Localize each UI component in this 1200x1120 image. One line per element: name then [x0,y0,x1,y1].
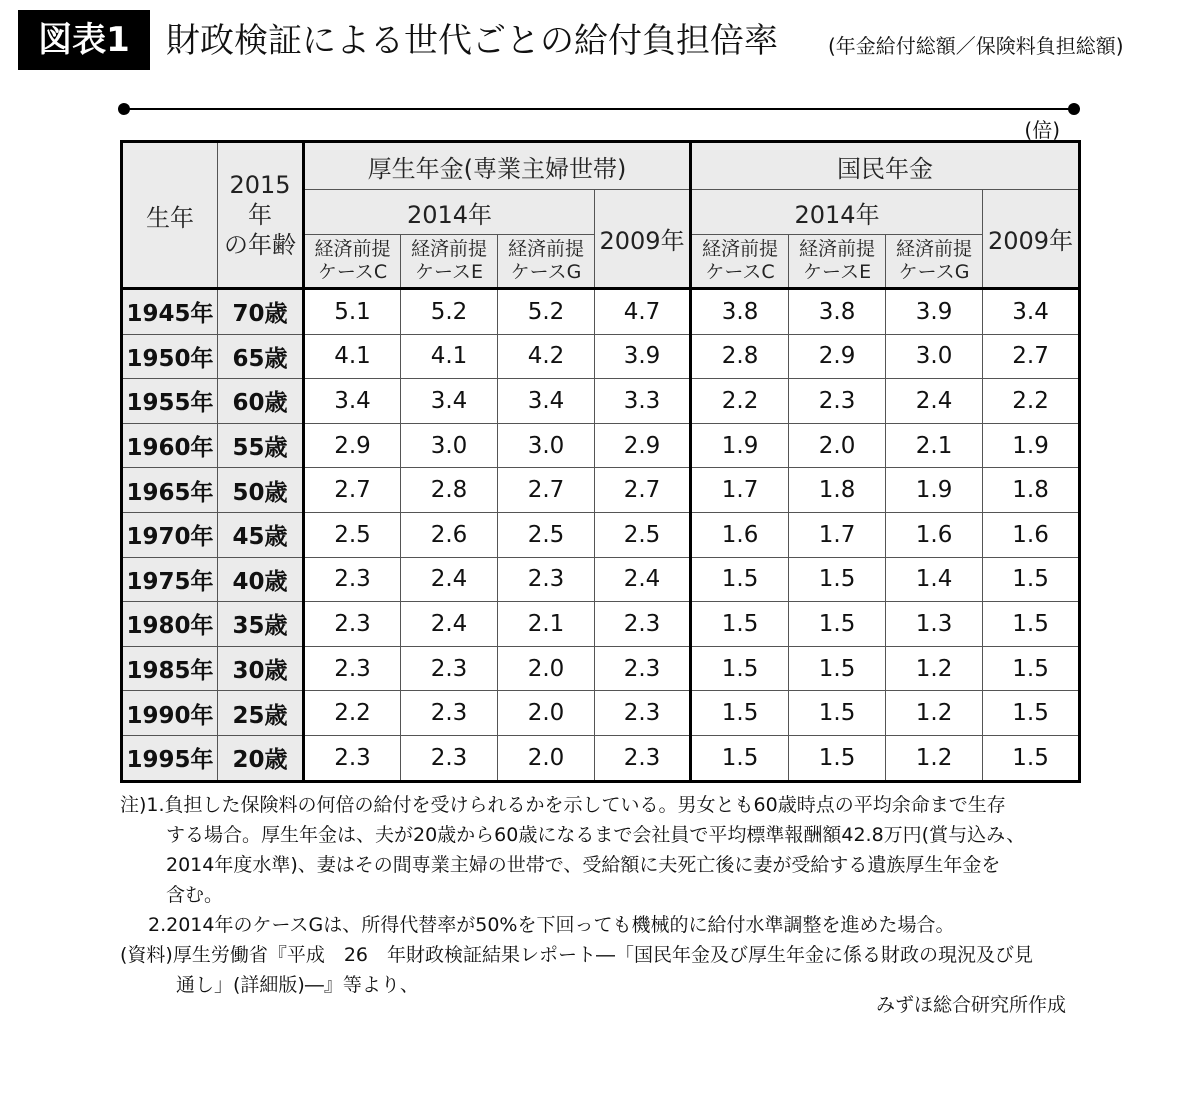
credit-line: みずほ総合研究所作成 [875,994,1066,1016]
table-cell: 1.7 [789,512,886,557]
table-cell: 2.4 [886,379,983,424]
table-cell: 1.5 [691,691,789,736]
table-cell: 4.1 [304,334,401,379]
table-cell: 2.9 [304,423,401,468]
table-cell: 1.5 [983,735,1080,781]
cell-birth-year: 1955年 [122,379,218,424]
table-cell: 3.0 [498,423,595,468]
cell-birth-year: 1990年 [122,691,218,736]
header-kokumin-2014: 2014年 [691,190,983,235]
note-2: 2.2014年のケースGは、所得代替率が50%を下回っても機械的に給付水準調整を進めた場合。 [148,914,955,936]
table-row [122,289,1080,335]
table-cell: 5.2 [498,289,595,335]
cell-birth-year: 1980年 [122,602,218,647]
cell-age: 65歳 [218,334,304,379]
table-cell: 4.1 [401,334,498,379]
header-birth-year: 生年 [122,142,218,289]
table-cell: 2.9 [595,423,691,468]
footnotes [120,790,1080,1000]
table-cell: 2.3 [401,691,498,736]
cell-age: 35歳 [218,602,304,647]
table-cell: 1.2 [886,691,983,736]
figure-title-sub: (年金給付総額／保険料負担総額) [828,34,1124,58]
cell-birth-year: 1945年 [122,289,218,335]
table-cell: 1.4 [886,557,983,602]
table-cell: 1.5 [983,557,1080,602]
table-cell: 3.8 [691,289,789,335]
table-cell: 3.0 [401,423,498,468]
source-line-1: (資料)厚生労働省『平成 26 年財政検証結果レポート―「国民年金及び厚生年金に係る財政の現況及び見 [120,944,1034,966]
table-cell: 4.2 [498,334,595,379]
header-kosei-2009: 2009年 [595,190,691,289]
table-cell: 3.9 [886,289,983,335]
header-kosei-case-g: 経済前提 ケースG [498,235,595,289]
table-row [122,557,1080,602]
cell-age: 40歳 [218,557,304,602]
cell-birth-year: 1995年 [122,735,218,781]
source-line-2: 通し」(詳細版)―』等より、 [176,974,419,996]
table-cell: 1.2 [886,646,983,691]
header-kokumin-case-e: 経済前提 ケースE [789,235,886,289]
cell-birth-year: 1975年 [122,557,218,602]
table-cell: 2.4 [401,557,498,602]
table-row [122,646,1080,691]
header-age-line1: 2015年 [229,171,291,229]
table-cell: 1.8 [789,468,886,513]
table-cell: 2.5 [595,512,691,557]
table-cell: 2.3 [595,646,691,691]
table-cell: 2.3 [304,735,401,781]
table-row [122,468,1080,513]
table-cell: 1.9 [983,423,1080,468]
header-kosei-2014: 2014年 [304,190,595,235]
header-kosei-case-c: 経済前提 ケースC [304,235,401,289]
table-cell: 3.0 [886,334,983,379]
table-cell: 1.5 [691,646,789,691]
cell-age: 55歳 [218,423,304,468]
table-cell: 1.9 [691,423,789,468]
table-cell: 1.5 [789,557,886,602]
table-cell: 2.3 [595,691,691,736]
table-cell: 2.7 [595,468,691,513]
table-row [122,735,1080,781]
note-1-line-2: する場合。厚生年金は、夫が20歳から60歳になるまで会社員で平均標準報酬額42.8万円(賞与込み、 [166,824,1026,846]
table-cell: 2.0 [498,691,595,736]
table-cell: 3.8 [789,289,886,335]
table-cell: 2.3 [304,602,401,647]
table-cell: 5.1 [304,289,401,335]
table-cell: 1.5 [789,602,886,647]
table-cell: 2.1 [886,423,983,468]
table-cell: 2.7 [983,334,1080,379]
table-cell: 2.4 [401,602,498,647]
table-cell: 1.2 [886,735,983,781]
table-cell: 3.3 [595,379,691,424]
table-cell: 1.5 [691,735,789,781]
table-row [122,512,1080,557]
table-cell: 3.4 [498,379,595,424]
table-cell: 2.5 [498,512,595,557]
header-group-kosei: 厚生年金(専業主婦世帯) [304,142,691,190]
table-cell: 2.7 [304,468,401,513]
table-cell: 2.1 [498,602,595,647]
header-kosei-case-e: 経済前提 ケースE [401,235,498,289]
table-cell: 1.7 [691,468,789,513]
cell-age: 50歳 [218,468,304,513]
cell-age: 70歳 [218,289,304,335]
table-cell: 3.4 [401,379,498,424]
note-1-line-4: 含む。 [166,884,224,906]
table-cell: 3.4 [304,379,401,424]
rule-dot-right [1068,103,1080,115]
table-cell: 2.0 [789,423,886,468]
table-cell: 2.2 [304,691,401,736]
table-cell: 1.5 [789,735,886,781]
table-cell: 2.9 [789,334,886,379]
table-cell: 2.8 [691,334,789,379]
table-cell: 2.3 [401,646,498,691]
table-cell: 2.7 [498,468,595,513]
table-cell: 2.2 [691,379,789,424]
header-kokumin-case-g: 経済前提 ケースG [886,235,983,289]
table-row [122,334,1080,379]
cell-birth-year: 1960年 [122,423,218,468]
cell-birth-year: 1970年 [122,512,218,557]
table-cell: 1.5 [789,646,886,691]
figure-title [18,10,1188,72]
figure-badge: 図表1 [18,10,150,70]
cell-age: 25歳 [218,691,304,736]
table-cell: 1.3 [886,602,983,647]
cell-birth-year: 1950年 [122,334,218,379]
table-cell: 2.3 [498,557,595,602]
table-cell: 2.3 [304,557,401,602]
unit-label: (倍) [1024,118,1060,142]
table-row [122,379,1080,424]
table-cell: 1.5 [789,691,886,736]
decorative-rule [124,108,1074,110]
table-cell: 2.3 [789,379,886,424]
cell-age: 45歳 [218,512,304,557]
cell-birth-year: 1965年 [122,468,218,513]
table-cell: 1.9 [886,468,983,513]
table-cell: 1.6 [691,512,789,557]
cell-age: 60歳 [218,379,304,424]
table-cell: 2.3 [401,735,498,781]
header-age-line2: の年齢 [224,231,296,259]
table-cell: 2.0 [498,646,595,691]
table-cell: 1.6 [983,512,1080,557]
table-cell: 2.8 [401,468,498,513]
table-cell: 2.6 [401,512,498,557]
table-cell: 2.4 [595,557,691,602]
cell-birth-year: 1985年 [122,646,218,691]
table-cell: 2.3 [595,602,691,647]
table-cell: 1.6 [886,512,983,557]
table-cell: 1.5 [691,602,789,647]
table-cell: 4.7 [595,289,691,335]
table-cell: 1.5 [983,646,1080,691]
table-cell: 2.5 [304,512,401,557]
table-row [122,691,1080,736]
table-cell: 3.9 [595,334,691,379]
cell-age: 20歳 [218,735,304,781]
table-cell: 1.5 [691,557,789,602]
table-cell: 1.5 [983,691,1080,736]
figure-title-main: 財政検証による世代ごとの給付負担倍率 [166,21,778,61]
table-cell: 3.4 [983,289,1080,335]
header-kokumin-case-c: 経済前提 ケースC [691,235,789,289]
table-cell: 1.5 [983,602,1080,647]
table-cell: 2.0 [498,735,595,781]
header-kokumin-2009: 2009年 [983,190,1080,289]
benefit-ratio-table [120,140,1081,783]
table-cell: 2.3 [304,646,401,691]
table-cell: 2.3 [595,735,691,781]
table-cell: 5.2 [401,289,498,335]
cell-age: 30歳 [218,646,304,691]
header-group-kokumin: 国民年金 [691,142,1080,190]
note-1-line-3: 2014年度水準)、妻はその間専業主婦の世帯で、受給額に夫死亡後に妻が受給する遺族厚生年金を [166,854,1001,876]
table-cell: 1.8 [983,468,1080,513]
table-cell: 2.2 [983,379,1080,424]
header-age-2015 [218,142,304,289]
table-row [122,423,1080,468]
note-1-line-1: 注)1.負担した保険料の何倍の給付を受けられるかを示している。男女とも60歳時点の平均余命まで生存 [120,794,1006,816]
table-row [122,602,1080,647]
